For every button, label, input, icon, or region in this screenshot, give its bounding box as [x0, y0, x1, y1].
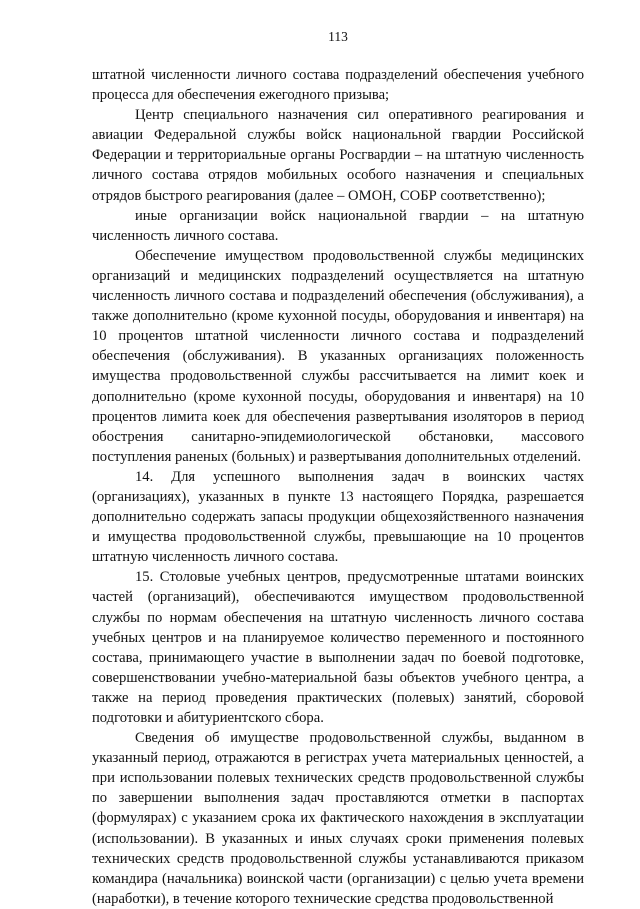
paragraph: штатной численности личного состава подразделений обеспечения учебного процесса для обеспечения ежегодного призыва; [92, 67, 584, 104]
paragraph: Обеспечение имуществом продовольственной службы медицинских организаций и медицинских подразделений осуществляется на штатную численность личного состава и подразделений обеспечения (обслуживания), а также дополнительно (кроме кухонной посуды, оборудования и инвентаря) на 10 процентов штатной численности личного состава и подразделений обеспечения (обслуживания). В указанных организациях положенность имущества продовольственной службы рассчитывается на лимит коек и дополнительно (кроме кухонной посуды, оборудования и инвентаря) на 10 процентов лимита коек для обеспечения развертывания изоляторов в период обострения санитарно-эпидемиологической обстановки, массового поступления раненых (больных) и развертывания дополнительных отделений. [92, 247, 584, 465]
body-text [92, 65, 584, 909]
paragraph: иные организации войск национальной гвардии – на штатную численность личного состава. [92, 207, 584, 244]
paragraph: 15. Столовые учебных центров, предусмотренные штатами воинских частей (организаций), обеспечиваются имуществом продовольственной службы по нормам обеспечения на штатную численность личного состава учебных центров и на планируемое количество переменного и постоянного состава, принимающего участие в выполнении задач по боевой подготовке, совершенствовании учебно-материальной базы объектов учебного центра, а также на период проведения практических (полевых) занятий, сборовой подготовки и абитуриентского сбора. [92, 569, 584, 726]
paragraph: Сведения об имуществе продовольственной службы, выданном в указанный период, отражаются в регистрах учета материальных ценностей, а при использовании полевых технических средств продовольственной службы по завершении выполнения задач проставляются отметки в паспортах (формулярах) с указанием срока их фактического нахождения в эксплуатации (использовании). В указанных и иных случаях сроки применения полевых технических средств продовольственной службы устанавливаются приказом командира (начальника) воинской части (организации) с целью учета времени (наработки), в течение которого технические средства продовольственной [92, 730, 584, 907]
paragraph: Центр специального назначения сил оперативного реагирования и авиации Федеральной службы войск национальной гвардии Российской Федерации и территориальные органы Росгвардии – на штатную численность личного состава отрядов мобильных особого назначения и специальных отрядов быстрого реагирования (далее – ОМОН, СОБР соответственно); [92, 107, 584, 204]
paragraph: 14. Для успешного выполнения задач в воинских частях (организациях), указанных в пункте 13 настоящего Порядка, разрешается дополнительно содержать запасы продукции общехозяйственного назначения и имущества продовольственной службы, превышающие на 10 процентов штатную численность личного состава. [92, 468, 584, 566]
page-number: 113 [328, 29, 348, 44]
